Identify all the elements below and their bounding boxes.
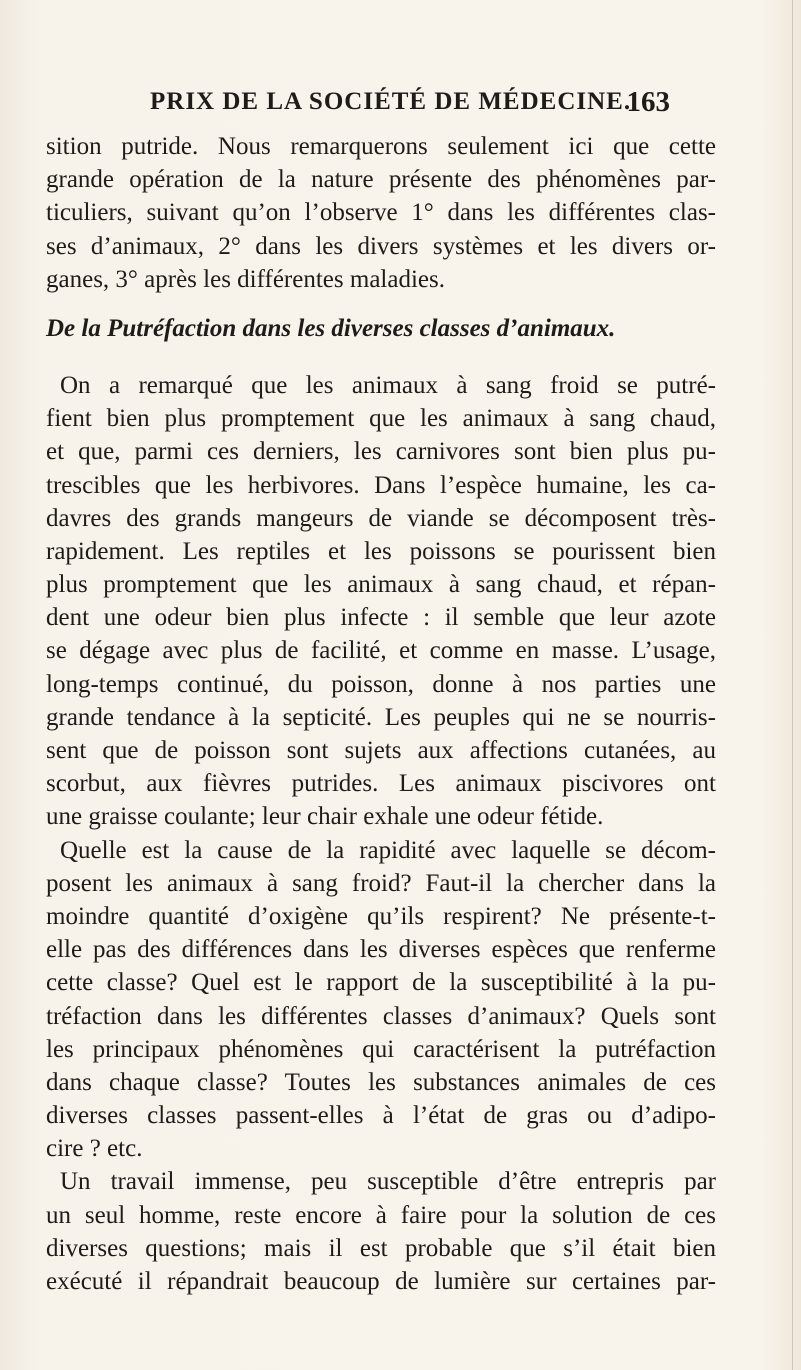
text-line: cire ? etc. bbox=[46, 1135, 143, 1163]
text-line: plus promptement que les animaux à sang chaud, et répan- bbox=[46, 571, 716, 599]
text-line: sent que de poisson sont sujets aux affections cutanées, au bbox=[46, 737, 716, 764]
text-line: diverses classes passent-elles à l’état de gras ou d’adipo- bbox=[46, 1102, 716, 1130]
text-line: les principaux phénomènes qui caractérisent la putréfaction bbox=[46, 1035, 716, 1063]
text-line: exécuté il répandrait beaucoup de lumière sur certaines par- bbox=[46, 1268, 716, 1295]
text-line: grande opération de la nature présente des phénomènes par- bbox=[46, 166, 716, 194]
text-line: un seul homme, reste encore à faire pour la solution de ces bbox=[46, 1201, 716, 1229]
text-line: trescibles que les herbivores. Dans l’espèce humaine, les ca- bbox=[46, 471, 716, 499]
text-line: Un travail immense, peu susceptible d’être entrepris par bbox=[60, 1168, 716, 1196]
page-number: 163 bbox=[626, 86, 670, 118]
text-line: diverses questions; mais il est probable que s’il était bien bbox=[46, 1234, 716, 1262]
text-line: dans chaque classe? Toutes les substances animales de ces bbox=[46, 1068, 716, 1096]
text-line: rapidement. Les reptiles et les poissons se pourissent bien bbox=[46, 537, 716, 565]
text-line: On a remarqué que les animaux à sang froid se putré- bbox=[60, 371, 716, 399]
text-line: tréfaction dans les différentes classes d’animaux? Quels sont bbox=[46, 1002, 716, 1030]
text-line: Quelle est la cause de la rapidité avec laquelle se décom- bbox=[60, 836, 716, 864]
paragraph-3 bbox=[46, 834, 716, 1166]
section-title: De la Putréfaction dans les diverses classes d’animaux. bbox=[46, 314, 616, 342]
body-text bbox=[46, 130, 716, 1298]
text-line: dent une odeur bien plus infecte : il semble que leur azote bbox=[46, 604, 716, 632]
text-line: et que, parmi ces derniers, les carnivores sont bien plus pu- bbox=[46, 438, 716, 466]
text-line: ganes, 3° après les différentes maladies. bbox=[46, 265, 445, 293]
text-line: moindre quantité d’oxigène qu’ils respirent? Ne présente-t- bbox=[46, 902, 716, 930]
page-header bbox=[150, 88, 670, 124]
text-line: scorbut, aux fièvres putrides. Les animaux piscivores ont bbox=[46, 770, 716, 798]
paragraph-2 bbox=[46, 369, 716, 834]
running-head: PRIX DE LA SOCIÉTÉ DE MÉDECINE. bbox=[150, 88, 632, 115]
text-line: grande tendance à la septicité. Les peuples qui ne se nourris- bbox=[46, 703, 716, 731]
text-line: une graisse coulante; leur chair exhale une odeur fétide. bbox=[46, 803, 604, 831]
text-line: davres des grands mangeurs de viande se décomposent très- bbox=[46, 504, 716, 532]
text-line: posent les animaux à sang froid? Faut-il la chercher dans la bbox=[46, 869, 716, 897]
text-line: cette classe? Quel est le rapport de la susceptibilité à la pu- bbox=[46, 969, 716, 997]
text-line: long-temps continué, du poisson, donne à nos parties une bbox=[46, 670, 716, 698]
text-line: elle pas des différences dans les diverses espèces que renferme bbox=[46, 936, 716, 964]
text-line: ses d’animaux, 2° dans les divers systèmes et les divers or- bbox=[46, 232, 716, 260]
page-edge-divider bbox=[792, 0, 793, 1370]
text-line: fient bien plus promptement que les animaux à sang chaud, bbox=[46, 405, 716, 433]
text-line: sition putride. Nous remarquerons seulement ici que cette bbox=[46, 133, 716, 160]
paragraph-4 bbox=[46, 1165, 716, 1298]
text-line: ticuliers, suivant qu’on l’observe 1° dans les différentes clas- bbox=[46, 199, 716, 227]
text-line: se dégage avec plus de facilité, et comme en masse. L’usage, bbox=[46, 637, 716, 665]
paragraph-1 bbox=[46, 130, 716, 296]
